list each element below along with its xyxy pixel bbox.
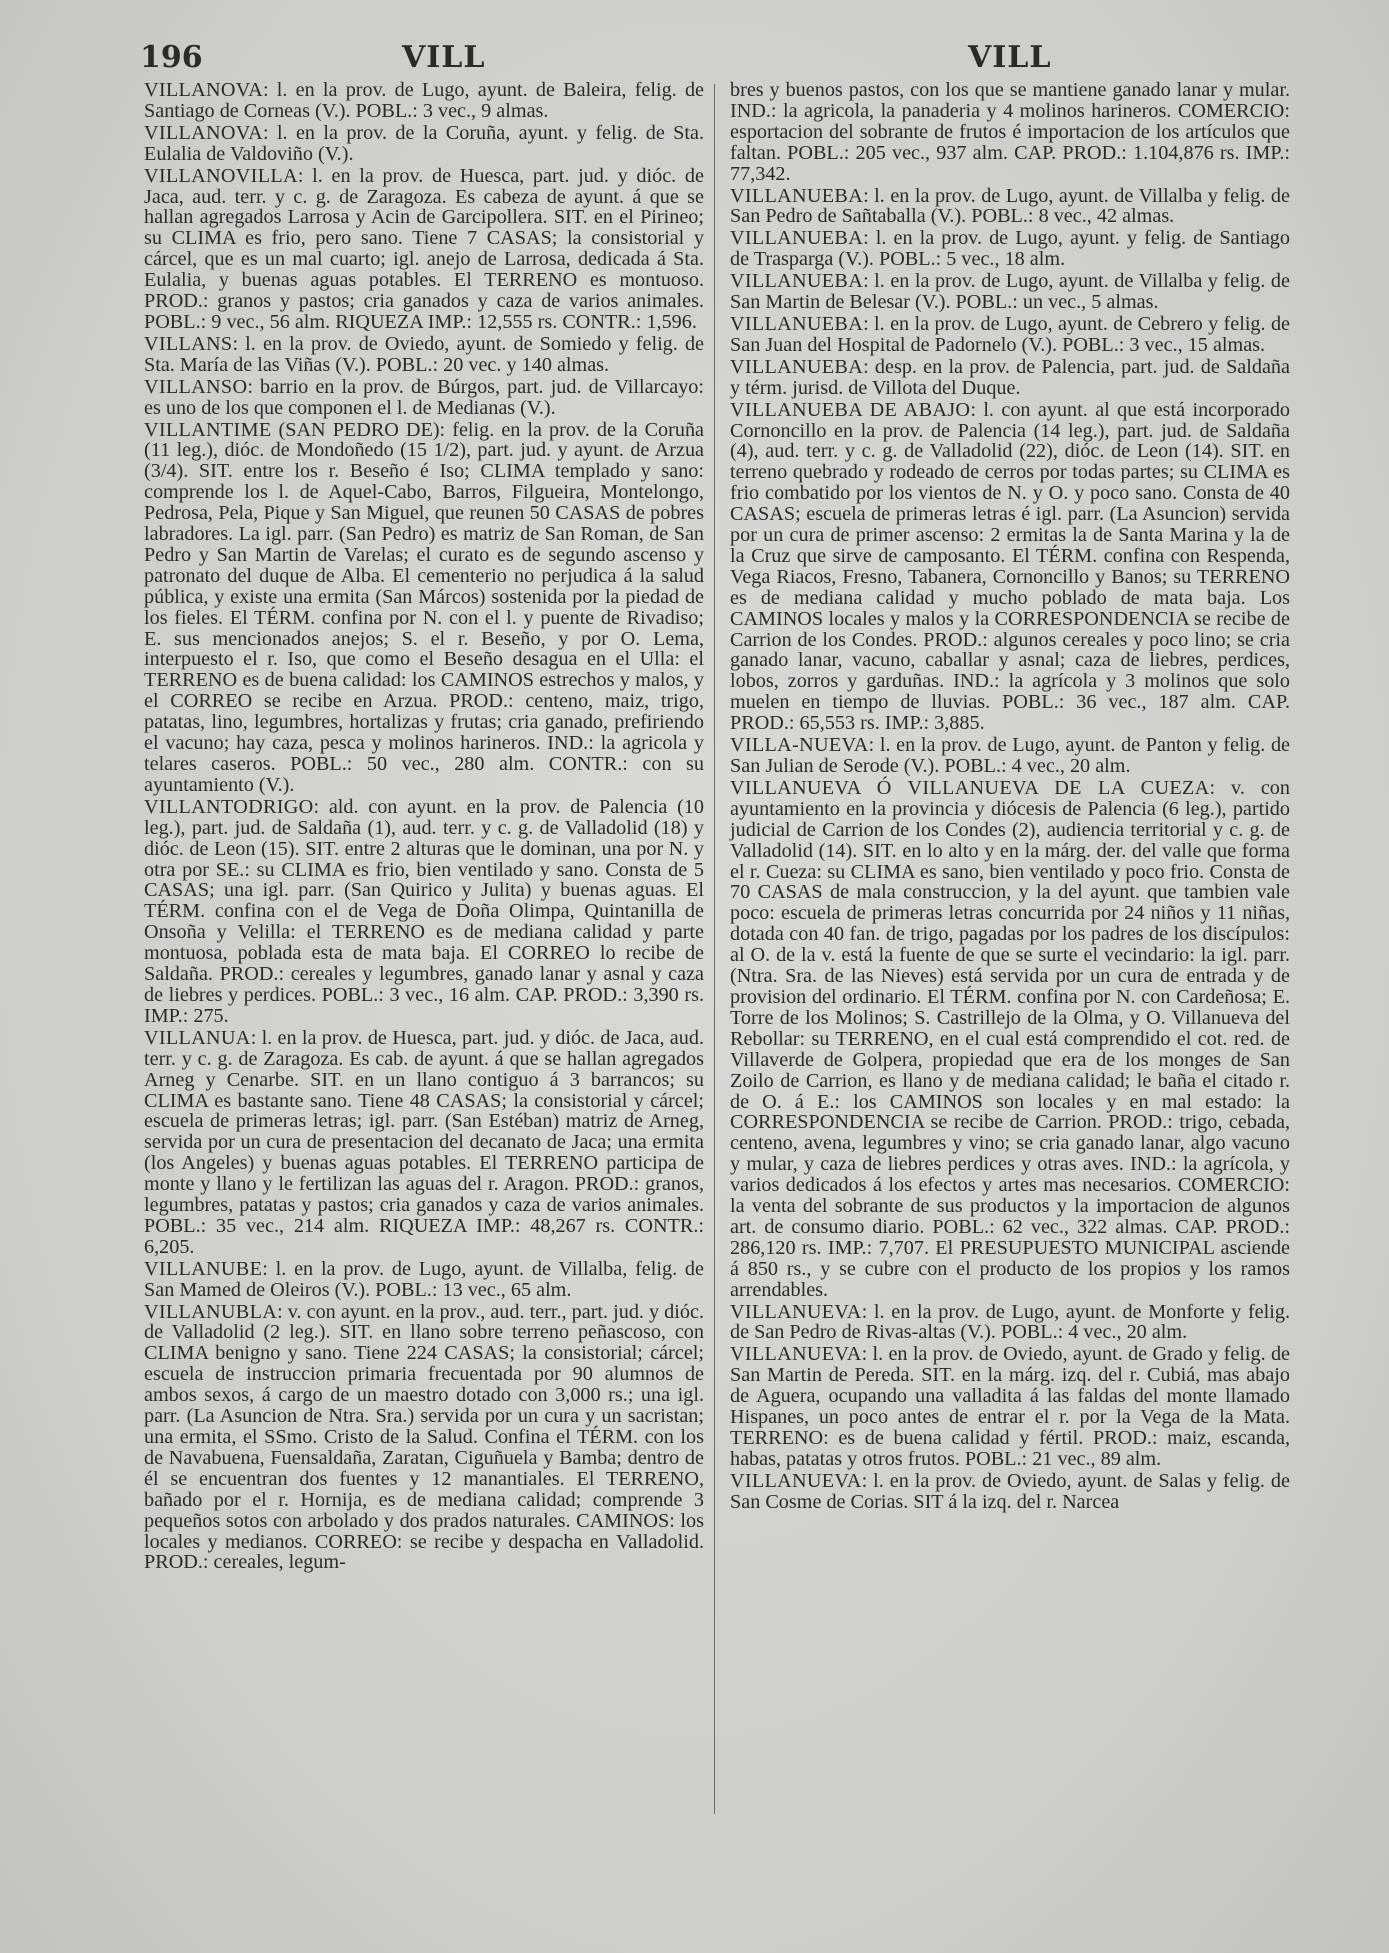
dictionary-entry <box>730 80 1290 185</box>
entry-text: : l. en la prov. de Lugo, ayunt. de Monforte y felig. de San Pedro de Rivas-altas (V.). POBL.: 4 vec., 20 alm. <box>730 1300 1290 1344</box>
column-divider <box>714 84 715 1814</box>
entry-text: : ald. con ayunt. en la prov. de Palencia (10 leg.), part. jud. de Saldaña (1), aud. terr. y c. g. de Valladolid (18) y dióc. de Leon (15). SIT. entre 2 alturas que le dominan, una por N. y otra por SE.: su CLIMA es frio, bien ventilado y sano. Consta de 5 CASAS; una igl. parr. (San Quirico y Julita) y buenas aguas. El TÉRM. confina con el de Vega de Doña Olimpa, Quintanilla de Onsoña y Velilla: el TERRENO es de mediana calidad y parte montuosa, poblada esta de mata baja. El CORREO lo recibe de Saldaña. PROD.: cereales y legumbres, ganado lanar y asnal y caza de liebres y perdices. POBL.: 3 vec., 16 alm. CAP. PROD.: 3,390 rs. IMP.: 275. <box>144 795 704 1027</box>
right-running-head: VILL <box>968 40 1052 75</box>
entry-text: : l. en la prov. de Lugo, ayunt. de Villalba y felig. de San Martin de Belesar (V.). POBL.: un vec., 5 almas. <box>730 270 1290 314</box>
left-running-head: VILL <box>402 40 486 75</box>
entry-text: : l. en la prov. de Lugo, ayunt. de Panton y felig. de San Julian de Serode (V.). POBL.: 4 vec., 20 alm. <box>730 734 1290 777</box>
entry-text: (SAN PEDRO DE): felig. en la prov. de la Coruña (11 leg.), dióc. de Mondoñedo (15 1/2), part. jud. y ayunt. de Arzua (3/4). SIT. entre los r. Beseño é Iso; CLIMA templado y sano: comprende los l. de Aquel-Cabo, Barros, Filgueira, Montelongo, Pedrosa, Pela, Pique y San Miguel, que reunen 50 CASAS de pobres labradores. La igl. parr. (San Pedro) es matriz de San Roman, de San Pedro y San Martin de Varelas; el curato es de segundo ascenso y patronato del duque de Alba. El cementerio no perjudica á la salud pública, y existe una ermita (San Márcos) sostenida por la piedad de los fieles. El TÉRM. confina por N. con el l. y puente de Rivadiso; E. sus mencionados anejos; S. el r. Beseño, y por O. Lema, interpuesto el r. Iso, que como el Beseño desagua en el Ulla: el TERRENO es de buena calidad: los CAMINOS estrechos y malos, y el CORREO se recibe en Arzua. PROD.: centeno, maiz, trigo, patatas, lino, legumbres, hortalizas y frutas; cria ganado, prefiriendo el vacuno; hay caza, pesca y molinos harineros. IND.: la agricola y telares caseros. POBL.: 50 vec., 280 alm. CONTR.: con su ayuntamiento (V.). <box>144 418 705 796</box>
entry-text: : l. en la prov. de Lugo, ayunt. de Cebrero y felig. de San Juan del Hospital de Padornelo (V.). POBL.: 3 vec., 15 almas. <box>730 312 1290 356</box>
dictionary-entry <box>730 735 1290 777</box>
dictionary-entry <box>144 80 704 122</box>
dictionary-entry <box>730 1471 1290 1513</box>
dictionary-entry <box>730 400 1290 735</box>
entry-headword: VILLANUEVA <box>730 1300 862 1323</box>
entry-headword: VILLANUEVA Ó VILLANUEVA DE LA CUEZA <box>730 776 1210 799</box>
dictionary-entry <box>144 1302 704 1574</box>
entry-headword: VILLANUEBA <box>730 355 864 378</box>
entry-text: : l. en la prov. de Oviedo, ayunt. de Grado y felig. de San Martin de Pereda. SIT. en la márg. izq. del r. Cubiá, mas abajo de Aguera, ocupando una valladita á las faldas del monte llamado Hispanes, un poco antes de entrar el r. por la Vega de la Mata. TERRENO: es de buena calidad y fértil. PROD.: maiz, escanda, habas, patatas y otros frutos. POBL.: 21 vec., 89 alm. <box>730 1343 1290 1470</box>
entry-text: : l. en la prov. de Huesca, part. jud. y dióc. de Jaca, aud. terr. y c. g. de Zaragoza. Es cabeza de ayunt. á que se hallan agregados Larrosa y Acin de Garcipollera. SIT. en el Pirineo; su CLIMA es frio, pero sano. Tiene 7 CASAS; la consistorial y cárcel, que es un mal cuarto; igl. anejo de Larrosa, dedicada á Sta. Eulalia, y buenas aguas potables. El TERRENO es montuoso. PROD.: granos y pastos; cria ganados y caza de varios animales. POBL.: 9 vec., 56 alm. RIQUEZA IMP.: 12,555 rs. CONTR.: 1,596. <box>144 164 704 333</box>
dictionary-entry <box>144 420 704 796</box>
entry-headword: VILLA-NUEVA <box>730 734 869 757</box>
dictionary-entry <box>144 334 704 376</box>
entry-text: : l. en la prov. de Lugo, ayunt. y felig. de Santiago de Trasparga (V.). POBL.: 5 vec., 18 alm. <box>730 227 1290 271</box>
dictionary-entry <box>144 377 704 419</box>
dictionary-entry <box>730 1302 1290 1344</box>
entry-text: : l. en la prov. de Oviedo, ayunt. de Somiedo y felig. de Sta. María de las Viñas (V.). POBL.: 20 vec. y 140 almas. <box>144 332 704 376</box>
entry-text: : v. con ayuntamiento en la provincia y diócesis de Palencia (6 leg.), partido judicial de Carrion de los Condes (2), audiencia territorial y c. g. de Valladolid (14). SIT. en lo alto y en la márg. der. del valle que forma el r. Cueza: su CLIMA es sano, bien ventilado y poco frio. Consta de 70 CASAS de mala construccion, y la del ayunt. que tambien vale poco: escuela de primeras letras concurrida por 24 niños y 11 niñas, dotada con 40 fan. de trigo, pagadas por los padres de los discípulos: al O. de la v. está la fuente de que se surte el vecindario: la igl. parr. (Ntra. Sra. de las Nieves) está servida por un cura de entrada y de provision del ordinario. El TÉRM. confina por N. con Cardeñosa; E. Torre de los Molinos; S. Castrillejo de la Olma, y O. Villanueva del Rebollar: su TERRENO, en el cual está comprendido el cot. red. de Villaverde de Golpera, propiedad que era de los monges de San Zoilo de Carrion, es llano y de mediana calidad; le baña el citado r. de O. á E.: los CAMINOS son locales y en mal estado: la CORRESPONDENCIA se recibe de Carrion. PROD.: trigo, cebada, centeno, avena, legumbres y vino; se cria ganado lanar, algo vacuno y mular, y caza de liebres perdices y otras aves. IND.: la agrícola, y varios dedicados á los efectos y artes mas necesarios. COMERCIO: la venta del sobrante de sus productos y la importacion de algunos art. de consumo diario. POBL.: 62 vec., 322 almas. CAP. PROD.: 286,120 rs. IMP.: 7,707. El PRESUPUESTO MUNICIPAL asciende á 850 rs., y se cubre con el producto de los propios y los ramos arrendables. <box>730 776 1290 1301</box>
dictionary-entry <box>730 228 1290 270</box>
entry-headword: VILLANTODRIGO <box>144 795 314 818</box>
entry-text: : l. en la prov. de Lugo, ayunt. de Baleira, felig. de Santiago de Corneas (V.). POBL.: 3 vec., 9 almas. <box>144 79 704 122</box>
left-column <box>144 80 704 1574</box>
dictionary-entry <box>144 1259 704 1301</box>
dictionary-entry <box>144 123 704 165</box>
page-header <box>140 40 1330 82</box>
entry-headword: VILLANS <box>144 332 233 355</box>
entry-headword: VILLANUEBA <box>730 184 864 207</box>
dictionary-entry <box>730 271 1290 313</box>
entry-text: : l. en la prov. de Lugo, ayunt. de Villalba y felig. de San Pedro de Sañtaballa (V.). POBL.: 8 vec., 42 almas. <box>730 184 1290 228</box>
dictionary-entry <box>730 314 1290 356</box>
dictionary-entry <box>144 1028 704 1258</box>
entry-headword: VILLANUEVA <box>730 1343 862 1366</box>
dictionary-entry <box>730 778 1290 1301</box>
entry-headword: VILLANUBE <box>144 1257 263 1280</box>
entry-headword: VILLANOVILLA <box>144 164 298 187</box>
entry-text: : barrio en la prov. de Búrgos, part. jud. de Villarcayo: es uno de los que componen el l. de Medianas (V.). <box>144 375 704 419</box>
entry-headword: VILLANUEBA <box>730 227 864 250</box>
entry-headword: VILLANTIME <box>144 418 272 441</box>
entry-text: : l. en la prov. de Oviedo, ayunt. de Salas y felig. de San Cosme de Corias. SIT á la izq. del r. Narcea <box>730 1469 1290 1513</box>
entry-headword: VILLANSO <box>144 375 248 398</box>
entry-headword: VILLANUEBA <box>730 312 864 335</box>
entry-headword: VILLANOVA <box>144 79 263 101</box>
entry-headword: VILLANUBLA <box>144 1300 278 1323</box>
dictionary-entry <box>730 1344 1290 1469</box>
entry-text: : desp. en la prov. de Palencia, part. jud. de Saldaña y térm. jurisd. de Villota del Duque. <box>730 355 1290 399</box>
entry-text: : l. en la prov. de Lugo, ayunt. de Villalba, felig. de San Mamed de Oleiros (V.). POBL.: 13 vec., 65 alm. <box>144 1257 704 1301</box>
entry-headword: VILLANUA <box>144 1026 251 1049</box>
entry-text: : v. con ayunt. en la prov., aud. terr., part. jud. y dióc. de Valladolid (2 leg.). SIT. en llano sobre terreno peñascoso, con CLIMA benigno y sano. Tiene 224 CASAS; la consistorial; cárcel; escuela de instruccion primaria frecuentada por 90 alumnos de ambos sexos, á cargo de un maestro dotado con 3,000 rs.; una igl. parr. (La Asuncion de Ntra. Sra.) servida por un cura y un sacristan; una ermita, el SSmo. Cristo de la Salud. Confina el TÉRM. con los de Navabuena, Fuensaldaña, Zaratan, Ciguñuela y Bamba; dentro de él se encuentran dos fuentes y 12 manantiales. El TERRENO, bañado por el r. Hornija, es de mediana calidad; comprende 3 pequeños sotos con arbolado y dos prados naturales. CAMINOS: los locales y medianos. CORREO: se recibe y despacha en Valladolid. PROD.: cereales, legum- <box>144 1300 704 1574</box>
dictionary-entry <box>144 166 704 333</box>
entry-text: : l. en la prov. de Huesca, part. jud. y dióc. de Jaca, aud. terr. y c. g. de Zaragoza. Es cab. de ayunt. á que se hallan agregados Arneg y Cenarbe. SIT. en un llano contiguo á 3 barrancos; su CLIMA es bastante sano. Tiene 48 CASAS; la consistorial y cárcel; escuela de primeras letras; igl. parr. (San Estéban) matriz de Arneg, servida por un cura de presentacion del decanato de Jaca; una ermita (los Angeles) y buenas aguas potables. El TERRENO participa de monte y llano y le fertilizan las aguas del r. Aragon. PROD.: granos, legumbres, patatas y pastos; cria ganados y caza de varios animales. POBL.: 35 vec., 214 alm. RIQUEZA IMP.: 48,267 rs. CONTR.: 6,205. <box>144 1026 704 1258</box>
entry-text: : l. en la prov. de la Coruña, ayunt. y felig. de Sta. Eulalia de Valdoviño (V.). <box>144 121 704 165</box>
entry-headword: VILLANUEBA DE ABAJO <box>730 398 971 421</box>
entry-headword: VILLANUEBA <box>730 270 864 293</box>
entry-text: bres y buenos pastos, con los que se mantiene ganado lanar y mular. IND.: la agricola, la panaderia y 4 molinos harineros. COMERCIO: esportacion del sobrante de frutos é importacion de los artículos que faltan. POBL.: 205 vec., 937 alm. CAP. PROD.: 1.104,876 rs. IMP.: 77,342. <box>730 79 1290 185</box>
entry-headword: VILLANOVA <box>144 121 263 144</box>
entry-text: : l. con ayunt. al que está incorporado Cornoncillo en la prov. de Palencia (14 leg.), part. jud. de Saldaña (4), aud. terr. y c. g. de Valladolid (22), dióc. de Leon (14). SIT. en terreno quebrado y rodeado de cerros por todas partes; su CLIMA es frio combatido por los vientos de N. y O. y poco sano. Consta de 40 CASAS; escuela de primeras letras é igl. parr. (La Asuncion) servida por un cura de primer ascenso: 2 ermitas la de Santa Marina y la de la Cruz que sirve de camposanto. El TÉRM. confina con Respenda, Vega Riacos, Fresno, Tabanera, Cornoncillo y Banos; su TERRENO es de mediana calidad y mucho poblado de mata baja. Los CAMINOS locales y malos y la CORRESPONDENCIA se recibe de Carrion de los Condes. PROD.: algunos cereales y poco lino; se cria ganado lanar, vacuno, caballar y asnal; caza de liebres, perdices, lobos, zorros y garduñas. IND.: la agrícola y 3 molinos que solo muelen en tiempo de lluvias. POBL.: 36 vec., 187 alm. CAP. PROD.: 65,553 rs. IMP.: 3,885. <box>730 398 1291 735</box>
dictionary-entry <box>730 186 1290 228</box>
dictionary-entry <box>144 797 704 1027</box>
page-number: 196 <box>140 40 203 75</box>
entry-headword: VILLANUEVA <box>730 1469 862 1492</box>
right-column <box>730 80 1290 1514</box>
dictionary-entry <box>730 357 1290 399</box>
